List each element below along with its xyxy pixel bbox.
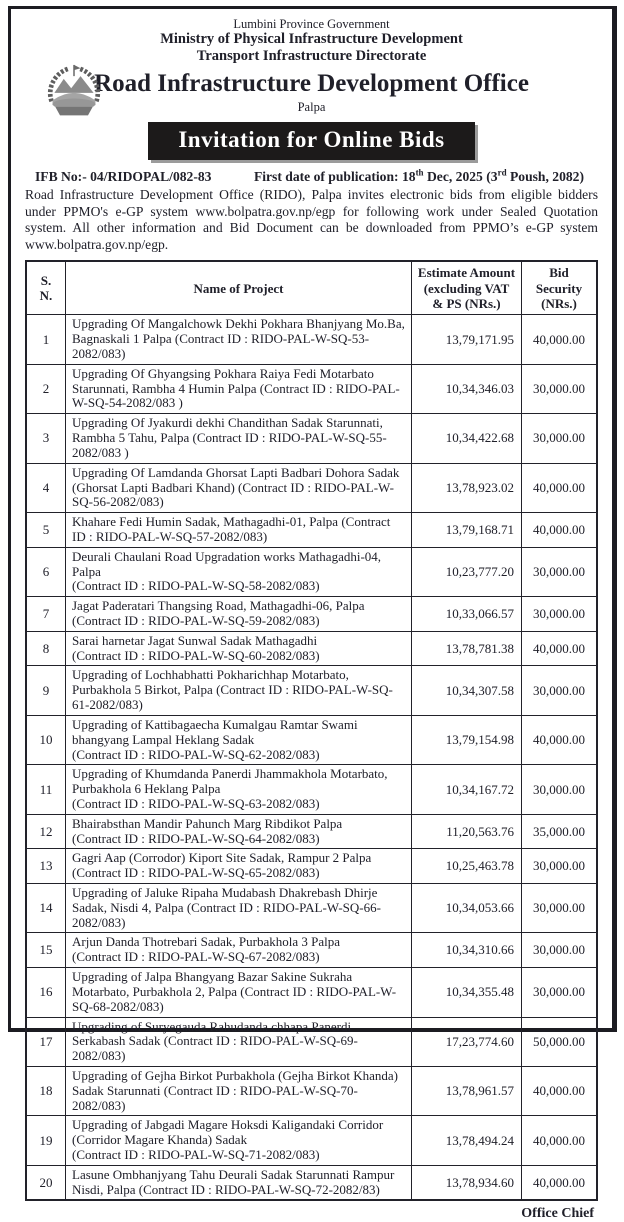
- row-bid-security: 30,000.00: [522, 765, 598, 814]
- row-estimate-amount: 10,23,777.20: [412, 547, 522, 596]
- table-header-row: [26, 261, 597, 314]
- row-estimate-amount: 13,78,494.24: [412, 1116, 522, 1165]
- table-row: [26, 1116, 597, 1165]
- row-bid-security: 30,000.00: [522, 414, 598, 463]
- table-row: [26, 463, 597, 512]
- row-project-name: Khahare Fedi Humin Sadak, Mathagadhi-01, Palpa (Contract ID : RIDO-PAL-W-SQ-57-2082/083): [66, 513, 412, 548]
- row-estimate-amount: 13,79,154.98: [412, 715, 522, 764]
- row-sn: 10: [26, 715, 66, 764]
- row-project-name: Upgrading Of Lamdanda Ghorsat Lapti Badbari Dohora Sadak (Ghorsat Lapti Badbari Khand) (Contract ID : RIDO-PAL-W-SQ-56-2082/083): [66, 463, 412, 512]
- row-bid-security: 40,000.00: [522, 715, 598, 764]
- notice-document: [8, 6, 617, 1222]
- row-bid-security: 30,000.00: [522, 597, 598, 632]
- row-estimate-amount: 10,34,167.72: [412, 765, 522, 814]
- row-bid-security: 30,000.00: [522, 968, 598, 1017]
- row-bid-security: 40,000.00: [522, 631, 598, 666]
- ministry-name: Ministry of Physical Infrastructure Development: [160, 31, 463, 48]
- row-bid-security: 30,000.00: [522, 547, 598, 596]
- row-sn: 7: [26, 597, 66, 632]
- table-row: [26, 1066, 597, 1115]
- row-estimate-amount: 10,34,422.68: [412, 414, 522, 463]
- publication-date: First date of publication: 18th Dec, 2025 (3rd Poush, 2082): [253, 167, 584, 185]
- row-project-name: Upgrading of Jalpa Bhangyang Bazar Sakine Sukraha Motarbato, Purbakhola 2, Palpa (Contract ID : RIDO-PAL-W-SQ-68-2082/083): [66, 968, 412, 1017]
- government-name: Lumbini Province Government: [233, 17, 390, 31]
- row-project-name: Upgrading of Kattibagaecha Kumalgau Ramtar Swami bhangyang Lampal Heklang Sadak (Contract ID : RIDO-PAL-W-SQ-62-2082/083): [66, 715, 412, 764]
- column-header-bid: Bid Security (NRs.): [522, 261, 598, 314]
- signatory-title: Office Chief: [521, 1206, 594, 1222]
- row-project-name: Jagat Paderatari Thangsing Road, Mathagadhi-06, Palpa (Contract ID : RIDO-PAL-W-SQ-59-2082/083): [66, 597, 412, 632]
- row-estimate-amount: 13,78,923.02: [412, 463, 522, 512]
- table-row: [26, 1017, 597, 1066]
- row-project-name: Upgrading of Jabgadi Magare Hoksdi Kaligandaki Corridor (Corridor Magare Khanda) Sadak (Contract ID : RIDO-PAL-W-SQ-71-2082/083): [66, 1116, 412, 1165]
- table-row: [26, 666, 597, 715]
- invitation-intro-paragraph: Road Infrastructure Development Office (RIDO), Palpa invites electronic bids from eligible bidders under PPMO's e-GP system www.bolpatra.gov.np/egp for following work under Sealed Quotation system. All other information and Bid Document can be downloaded from PPMO’s e-GP system www.bolpatra.gov.np/egp.: [25, 187, 598, 252]
- row-sn: 18: [26, 1066, 66, 1115]
- ifb-number: IFB No:- 04/RIDOPAL/082-83: [35, 169, 212, 185]
- row-bid-security: 30,000.00: [522, 884, 598, 933]
- row-project-name: Upgrading of Khumdanda Panerdi Jhammakhola Motarbato, Purbakhola 6 Heklang Palpa (Contract ID : RIDO-PAL-W-SQ-63-2082/083): [66, 765, 412, 814]
- table-row: [26, 765, 597, 814]
- column-header-estimate: Estimate Amount (excluding VAT & PS (NRs.): [412, 261, 522, 314]
- row-estimate-amount: 10,34,355.48: [412, 968, 522, 1017]
- row-project-name: Upgrading of Lochhabhatti Pokharichhap Motarbato, Purbakhola 5 Birkot, Palpa (Contract ID : RIDO-PAL-W-SQ-61-2082/083): [66, 666, 412, 715]
- row-project-name: Upgrading Of Mangalchowk Dekhi Pokhara Bhanjyang Mo.Ba, Bagnaskali 1 Palpa (Contract ID : RIDO-PAL-W-SQ-53-2082/083): [66, 315, 412, 364]
- row-bid-security: 40,000.00: [522, 1165, 598, 1200]
- row-project-name: Upgrading of Gejha Birkot Purbakhola (Gejha Birkot Khanda) Sadak Starunnati (Contract ID : RIDO-PAL-W-SQ-70-2082/083): [66, 1066, 412, 1115]
- row-sn: 11: [26, 765, 66, 814]
- table-row: [26, 933, 597, 968]
- row-estimate-amount: 10,25,463.78: [412, 849, 522, 884]
- nepal-emblem-logo: [43, 64, 105, 120]
- table-row: [26, 884, 597, 933]
- row-estimate-amount: 10,34,307.58: [412, 666, 522, 715]
- row-project-name: Upgrading of Suryegauda Rahudanda chhapa Panerdi Serkabash Sadak (Contract ID : RIDO-PAL-W-SQ-69-2082/083): [66, 1017, 412, 1066]
- row-estimate-amount: 13,79,171.95: [412, 315, 522, 364]
- table-row: [26, 715, 597, 764]
- row-estimate-amount: 13,78,781.38: [412, 631, 522, 666]
- column-header-name: Name of Project: [66, 261, 412, 314]
- table-row: [26, 547, 597, 596]
- row-project-name: Deurali Chaulani Road Upgradation works Mathagadhi-04, Palpa (Contract ID : RIDO-PAL-W-SQ-58-2082/083): [66, 547, 412, 596]
- row-estimate-amount: 10,34,346.03: [412, 364, 522, 413]
- row-project-name: Bhairabsthan Mandir Pahunch Marg Ribdikot Palpa (Contract ID : RIDO-PAL-W-SQ-64-2082/083): [66, 814, 412, 849]
- row-bid-security: 40,000.00: [522, 463, 598, 512]
- invitation-banner: Invitation for Online Bids: [148, 122, 474, 160]
- row-sn: 8: [26, 631, 66, 666]
- table-row: [26, 597, 597, 632]
- row-estimate-amount: 10,33,066.57: [412, 597, 522, 632]
- row-sn: 19: [26, 1116, 66, 1165]
- row-estimate-amount: 13,79,168.71: [412, 513, 522, 548]
- row-estimate-amount: 17,23,774.60: [412, 1017, 522, 1066]
- table-row: [26, 968, 597, 1017]
- row-sn: 1: [26, 315, 66, 364]
- table-row: [26, 814, 597, 849]
- table-row: [26, 1165, 597, 1200]
- row-bid-security: 30,000.00: [522, 666, 598, 715]
- row-sn: 12: [26, 814, 66, 849]
- row-project-name: Upgrading of Jaluke Ripaha Mudabash Dhakrebash Dhirje Sadak, Nisdi 4, Palpa (Contract ID : RIDO-PAL-W-SQ-66-2082/083): [66, 884, 412, 933]
- row-estimate-amount: 13,78,934.60: [412, 1165, 522, 1200]
- row-estimate-amount: 10,34,310.66: [412, 933, 522, 968]
- row-sn: 17: [26, 1017, 66, 1066]
- ifb-publication-line: [25, 169, 598, 185]
- row-sn: 5: [26, 513, 66, 548]
- row-sn: 3: [26, 414, 66, 463]
- row-sn: 9: [26, 666, 66, 715]
- table-row: [26, 631, 597, 666]
- row-bid-security: 50,000.00: [522, 1017, 598, 1066]
- row-bid-security: 30,000.00: [522, 933, 598, 968]
- table-row: [26, 315, 597, 364]
- table-row: [26, 849, 597, 884]
- row-bid-security: 40,000.00: [522, 1066, 598, 1115]
- district-name: Palpa: [297, 100, 326, 115]
- row-bid-security: 40,000.00: [522, 1116, 598, 1165]
- table-row: [26, 414, 597, 463]
- row-sn: 13: [26, 849, 66, 884]
- row-sn: 14: [26, 884, 66, 933]
- row-sn: 16: [26, 968, 66, 1017]
- row-bid-security: 30,000.00: [522, 849, 598, 884]
- row-project-name: Sarai harnetar Jagat Sunwal Sadak Mathagadhi (Contract ID : RIDO-PAL-W-SQ-60-2082/083): [66, 631, 412, 666]
- ordinal-suffix: th: [415, 167, 424, 178]
- row-project-name: Arjun Danda Thotrebari Sadak, Purbakhola 3 Palpa (Contract ID : RIDO-PAL-W-SQ-67-2082/083): [66, 933, 412, 968]
- directorate-name: Transport Infrastructure Directorate: [196, 48, 427, 65]
- table-row: [26, 364, 597, 413]
- table-row: [26, 513, 597, 548]
- row-estimate-amount: 10,34,053.66: [412, 884, 522, 933]
- row-bid-security: 40,000.00: [522, 513, 598, 548]
- row-sn: 4: [26, 463, 66, 512]
- ordinal-suffix: rd: [497, 167, 507, 178]
- row-project-name: Lasune Ombhanjyang Tahu Deurali Sadak Starunnati Rampur Nisdi, Palpa (Contract ID : RIDO-PAL-W-SQ-72-2082/83): [66, 1165, 412, 1200]
- row-project-name: Upgrading Of Ghyangsing Pokhara Raiya Fedi Motarbato Starunnati, Rambha 4 Humin Palpa (Contract ID : RIDO-PAL-W-SQ-54-2082/083 ): [66, 364, 412, 413]
- row-estimate-amount: 13,78,961.57: [412, 1066, 522, 1115]
- row-sn: 15: [26, 933, 66, 968]
- row-bid-security: 40,000.00: [522, 315, 598, 364]
- projects-table: [25, 260, 598, 1201]
- row-estimate-amount: 11,20,563.76: [412, 814, 522, 849]
- column-header-sn: S. N.: [26, 261, 66, 314]
- row-bid-security: 35,000.00: [522, 814, 598, 849]
- row-bid-security: 30,000.00: [522, 364, 598, 413]
- row-sn: 20: [26, 1165, 66, 1200]
- office-name: Road Infrastructure Development Office: [94, 69, 529, 97]
- row-project-name: Gagri Aap (Corrodor) Kiport Site Sadak, Rampur 2 Palpa (Contract ID : RIDO-PAL-W-SQ-65-2082/083): [66, 849, 412, 884]
- row-sn: 2: [26, 364, 66, 413]
- row-sn: 6: [26, 547, 66, 596]
- row-project-name: Upgrading Of Jyakurdi dekhi Chandithan Sadak Starunnati, Rambha 5 Tahu, Palpa (Contract ID : RIDO-PAL-W-SQ-55-2082/083 ): [66, 414, 412, 463]
